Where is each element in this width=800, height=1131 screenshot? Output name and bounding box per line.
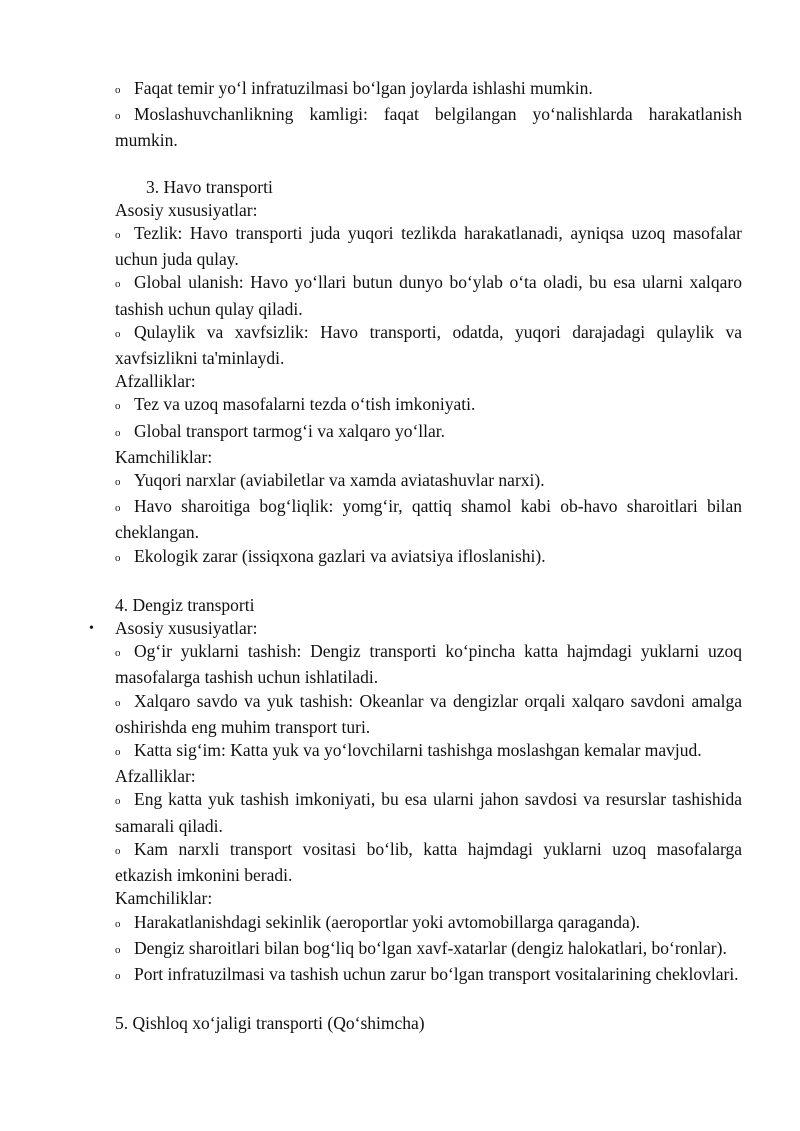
advantages-label: Afzalliklar:: [115, 371, 196, 392]
disadvantages-label: Kamchiliklar:: [115, 446, 213, 467]
list-item: o Ekologik zarar (issiqxona gazlari va aviatsiya ifloslanishi).: [115, 545, 742, 571]
list-item: o Port infratuzilmasi va tashish uchun zarur bo‘lgan transport vositalarining cheklovlari.: [115, 963, 742, 989]
sub-bullet-marker: o: [115, 476, 121, 489]
section-heading-sea: 4. Dengiz transporti: [115, 594, 255, 615]
sub-bullet-marker: o: [115, 917, 121, 930]
list-item: o Eng katta yuk tashish imkoniyati, bu esa ularni jahon savdosi va resurslar tashishida samarali qiladi.: [115, 789, 742, 836]
document-page: [89, 77, 742, 1035]
sub-bullet-marker: o: [115, 795, 121, 808]
list-item: o Xalqaro savdo va yuk tashish: Okeanlar va dengizlar orqali xalqaro savdoni amalga oshirishda eng muhim transport turi.: [115, 690, 742, 737]
sub-bullet-marker: o: [115, 969, 121, 982]
features-label: Asosiy xususiyatlar:: [115, 199, 258, 220]
list-item: o Og‘ir yuklarni tashish: Dengiz transporti ko‘pincha katta hajmdagi yuklarni uzoq masofalarga tashish uchun ishlatiladi.: [115, 641, 742, 688]
sub-bullet-marker: o: [115, 502, 121, 515]
list-item: o Moslashuvchanlikning kamligi: faqat belgilangan yo‘nalishlarda harakatlanish mumkin.: [115, 104, 742, 151]
sub-bullet-marker: o: [115, 844, 121, 857]
list-item: o Qulaylik va xavfsizlik: Havo transporti, odatda, yuqori darajadagi qulaylik va xavfsizlikni ta'minlaydi.: [115, 321, 742, 369]
list-item: o Global ulanish: Havo yo‘llari butun dunyo bo‘ylab o‘ta oladi, bu esa ularni xalqaro tashish uchun qulay qiladi.: [115, 272, 742, 319]
sub-bullet-marker: o: [115, 647, 121, 660]
section-heading-air: 3. Havo transporti: [146, 176, 273, 197]
list-item: o Yuqori narxlar (aviabiletlar va xamda aviatashuvlar narxi).: [115, 469, 742, 495]
list-item: o Harakatlanishdagi sekinlik (aeroportlar yoki avtomobillarga qaraganda).: [115, 911, 742, 937]
features-label: • Asosiy xususiyatlar:: [115, 617, 742, 640]
disadvantages-label: Kamchiliklar:: [115, 888, 213, 909]
advantages-label: Afzalliklar:: [115, 766, 196, 787]
sub-bullet-marker: o: [115, 696, 121, 709]
sub-bullet-marker: o: [115, 327, 121, 340]
sub-bullet-marker: o: [115, 551, 121, 564]
sub-bullet-marker: o: [115, 110, 121, 123]
list-item: o Tezlik: Havo transporti juda yuqori tezlikda harakatlanadi, ayniqsa uzoq masofalar uchun juda qulay.: [115, 223, 742, 270]
list-item: o Global transport tarmog‘i va xalqaro yo‘llar.: [115, 420, 742, 446]
sub-bullet-marker: o: [115, 400, 121, 413]
sub-bullet-marker: o: [115, 229, 121, 242]
list-item: o Katta sig‘im: Katta yuk va yo‘lovchilarni tashishga moslashgan kemalar mavjud.: [115, 739, 742, 765]
list-item: o Faqat temir yo‘l infratuzilmasi bo‘lgan joylarda ishlashi mumkin.: [115, 77, 742, 103]
sub-bullet-marker: o: [115, 84, 121, 96]
bullet-marker: •: [89, 621, 94, 637]
sub-bullet-marker: o: [115, 943, 121, 956]
list-item: o Tez va uzoq masofalarni tezda o‘tish imkoniyati.: [115, 393, 742, 419]
sub-bullet-marker: o: [115, 278, 121, 291]
sub-bullet-marker: o: [115, 746, 121, 759]
section-heading-agri: 5. Qishloq xo‘jaligi transporti (Qo‘shimcha): [115, 1013, 425, 1034]
list-item: o Kam narxli transport vositasi bo‘lib, katta hajmdagi yuklarni uzoq masofalarga etkazish imkonini beradi.: [115, 838, 742, 886]
sub-bullet-marker: o: [115, 426, 121, 439]
list-item: o Dengiz sharoitlari bilan bog‘liq bo‘lgan xavf-xatarlar (dengiz halokatlari, bo‘ronlar).: [115, 937, 742, 963]
list-item: o Havo sharoitiga bog‘liqlik: yomg‘ir, qattiq shamol kabi ob-havo sharoitlari bilan cheklangan.: [115, 496, 742, 543]
